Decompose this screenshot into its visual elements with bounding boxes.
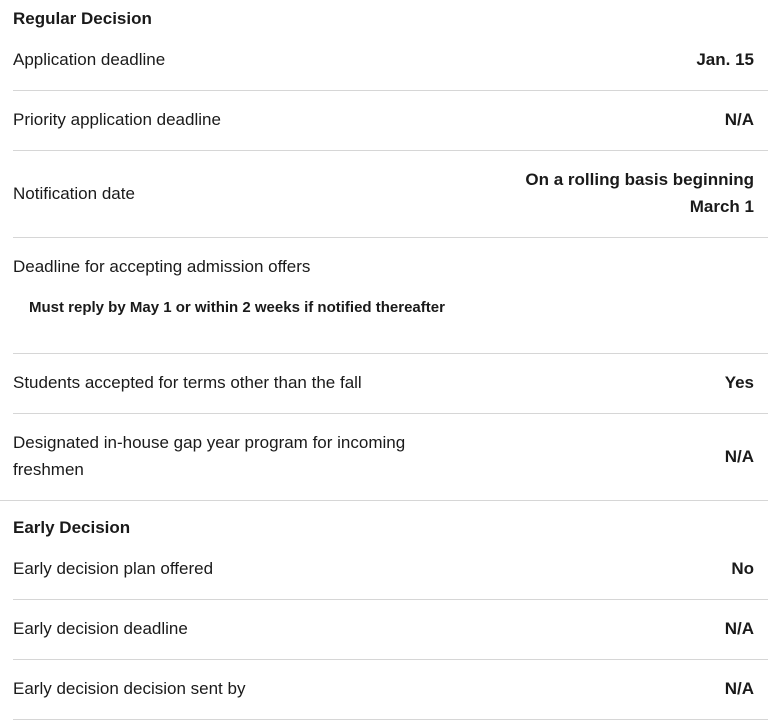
row-value-line1: On a rolling basis beginning: [525, 170, 754, 189]
divider: [13, 90, 768, 91]
row-note: Must reply by May 1 or within 2 weeks if notified thereafter: [29, 299, 445, 316]
row-value: [525, 166, 754, 220]
regular-decision-title: Regular Decision: [13, 9, 152, 28]
row-label: Notification date: [13, 183, 135, 203]
row-label: [13, 429, 405, 483]
divider: [13, 150, 768, 151]
row-notification-date: [0, 166, 768, 220]
row-value: N/A: [724, 110, 754, 129]
row-value: Yes: [724, 373, 754, 392]
divider: [13, 659, 768, 660]
row-label: Priority application deadline: [13, 110, 221, 129]
divider: [13, 413, 768, 414]
row-value: N/A: [724, 446, 754, 466]
row-label: Early decision deadline: [13, 619, 188, 638]
row-label: Early decision decision sent by: [13, 679, 246, 698]
row-value: Jan. 15: [696, 50, 754, 69]
row-early-decision-plan-offered: [0, 555, 768, 582]
row-value: N/A: [724, 619, 754, 638]
row-label: Application deadline: [13, 50, 166, 69]
row-priority-application-deadline: [0, 106, 768, 133]
early-decision-title: Early Decision: [13, 518, 131, 537]
row-value-line2: March 1: [689, 197, 754, 216]
row-deadline-accepting-offers: [0, 253, 768, 316]
divider: [13, 353, 768, 354]
row-gap-year-program: [0, 429, 768, 483]
row-label: Deadline for accepting admission offers: [13, 257, 311, 276]
section-divider: [0, 500, 768, 501]
row-value: N/A: [724, 679, 754, 698]
row-early-decision-sent-by: [0, 675, 768, 702]
row-terms-other-than-fall: [0, 369, 768, 396]
divider: [13, 237, 768, 238]
row-label-line1: Designated in-house gap year program for incoming: [13, 433, 406, 452]
row-label-line2: freshmen: [13, 460, 84, 479]
row-label: Students accepted for terms other than the fall: [13, 373, 362, 392]
row-value: No: [731, 559, 754, 578]
row-early-decision-deadline: [0, 615, 768, 642]
divider: [13, 719, 768, 720]
row-application-deadline: [0, 46, 768, 73]
row-label: Early decision plan offered: [13, 559, 214, 578]
divider: [13, 599, 768, 600]
